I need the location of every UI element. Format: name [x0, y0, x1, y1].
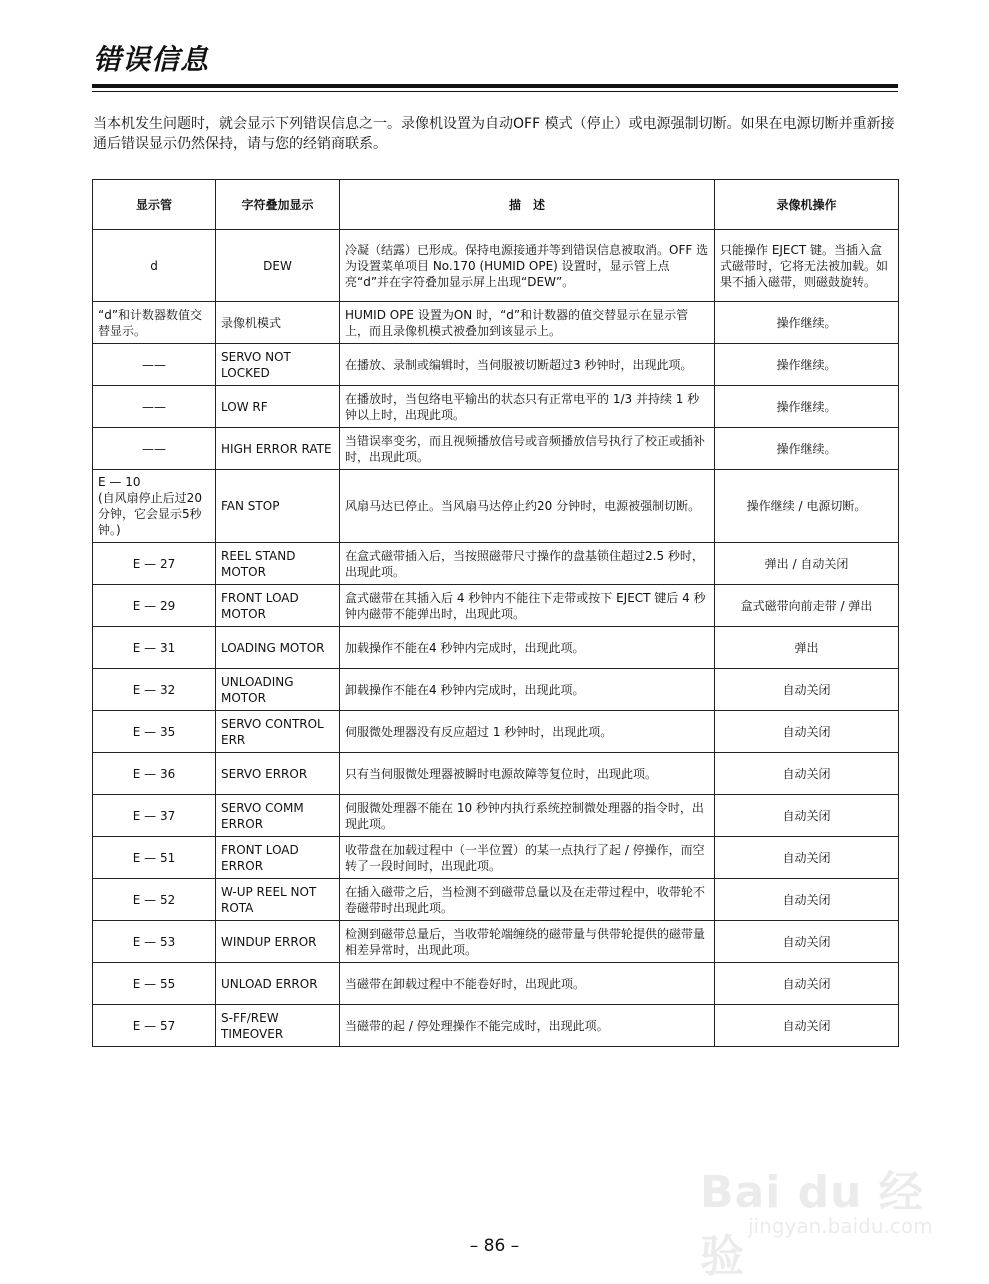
cell-description: 盒式磁带在其插入后 4 秒钟内不能往下走带或按下 EJECT 键后 4 秒钟内磁带不能弹出时，出现此项。 — [340, 585, 715, 627]
cell-operation: 自动关闭 — [715, 837, 899, 879]
cell-description: 伺服微处理器不能在 10 秒钟内执行系统控制微处理器的指令时，出现此项。 — [340, 795, 715, 837]
cell-operation: 盒式磁带向前走带 / 弹出 — [715, 585, 899, 627]
cell-osd: FRONT LOAD MOTOR — [216, 585, 340, 627]
cell-osd: FAN STOP — [216, 470, 340, 543]
cell-operation: 弹出 / 自动关闭 — [715, 543, 899, 585]
cell-display: —— — [93, 428, 216, 470]
table-row — [93, 627, 899, 669]
table-row — [93, 230, 899, 302]
cell-operation: 自动关闭 — [715, 669, 899, 711]
cell-display: “d”和计数器数值交替显示。 — [93, 302, 216, 344]
cell-description: 收带盘在加载过程中（一半位置）的某一点执行了起 / 停操作，而空转了一段时间时，出现此项。 — [340, 837, 715, 879]
cell-osd: UNLOAD ERROR — [216, 963, 340, 1005]
cell-operation: 操作继续 / 电源切断。 — [715, 470, 899, 543]
cell-operation: 操作继续。 — [715, 302, 899, 344]
cell-osd: SERVO COMM ERROR — [216, 795, 340, 837]
cell-display: E — 37 — [93, 795, 216, 837]
table-row — [93, 470, 899, 543]
cell-display: E — 36 — [93, 753, 216, 795]
cell-display: E — 31 — [93, 627, 216, 669]
table-row — [93, 879, 899, 921]
cell-osd: S-FF/REW TIMEOVER — [216, 1005, 340, 1047]
cell-operation: 自动关闭 — [715, 795, 899, 837]
cell-operation: 操作继续。 — [715, 344, 899, 386]
header-vcr-operation: 录像机操作 — [715, 180, 899, 230]
cell-osd: LOADING MOTOR — [216, 627, 340, 669]
cell-operation: 自动关闭 — [715, 1005, 899, 1047]
cell-operation: 自动关闭 — [715, 879, 899, 921]
table-row — [93, 963, 899, 1005]
cell-description: HUMID OPE 设置为ON 时，“d”和计数器的值交替显示在显示管上，而且录像机模式被叠加到该显示上。 — [340, 302, 715, 344]
intro-paragraph: 当本机发生问题时，就会显示下列错误信息之一。录像机设置为自动OFF 模式（停止）或电源强制切断。如果在电源切断并重新接通后错误显示仍然保持，请与您的经销商联系。 — [93, 116, 895, 152]
cell-display: E — 27 — [93, 543, 216, 585]
table-row — [93, 837, 899, 879]
cell-display: E — 57 — [93, 1005, 216, 1047]
cell-display: E — 35 — [93, 711, 216, 753]
table-row — [93, 669, 899, 711]
cell-display: —— — [93, 344, 216, 386]
table-row — [93, 1005, 899, 1047]
cell-description: 当磁带在卸载过程中不能卷好时，出现此项。 — [340, 963, 715, 1005]
cell-description: 卸载操作不能在4 秒钟内完成时，出现此项。 — [340, 669, 715, 711]
watermark-brand: Bai du 经验 — [700, 1167, 924, 1282]
cell-description: 加载操作不能在4 秒钟内完成时，出现此项。 — [340, 627, 715, 669]
page-number: – 86 – — [469, 1236, 520, 1256]
table-row — [93, 795, 899, 837]
table-row — [93, 302, 899, 344]
cell-description: 冷凝（结露）已形成。保持电源接通并等到错误信息被取消。OFF 选为设置菜单项目 No.170 (HUMID OPE) 设置时，显示管上点亮“d”并在字符叠加显示屏上出现“DEW”。 — [340, 230, 715, 302]
cell-osd: FRONT LOAD ERROR — [216, 837, 340, 879]
cell-description: 只有当伺服微处理器被瞬时电源故障等复位时，出现此项。 — [340, 753, 715, 795]
cell-description: 伺服微处理器没有反应超过 1 秒钟时，出现此项。 — [340, 711, 715, 753]
cell-description: 在播放时，当包络电平输出的状态只有正常电平的 1/3 并持续 1 秒钟以上时，出现此项。 — [340, 386, 715, 428]
header-osd-display: 字符叠加显示 — [216, 180, 340, 230]
cell-osd: WINDUP ERROR — [216, 921, 340, 963]
cell-osd: W-UP REEL NOT ROTA — [216, 879, 340, 921]
header-description: 描 述 — [340, 180, 715, 230]
cell-osd: DEW — [216, 230, 340, 302]
error-message-table — [92, 179, 899, 1047]
cell-operation: 自动关闭 — [715, 963, 899, 1005]
cell-description: 当错误率变劣，而且视频播放信号或音频播放信号执行了校正或插补时，出现此项。 — [340, 428, 715, 470]
cell-osd: REEL STAND MOTOR — [216, 543, 340, 585]
header-display-tube: 显示管 — [93, 180, 216, 230]
cell-osd: SERVO ERROR — [216, 753, 340, 795]
title-rule-thin — [92, 91, 898, 92]
cell-description: 在播放、录制或编辑时，当伺服被切断超过3 秒钟时，出现此项。 — [340, 344, 715, 386]
cell-operation: 只能操作 EJECT 键。当插入盒式磁带时，它将无法被加载。如果不插入磁带，则磁鼓旋转。 — [715, 230, 899, 302]
cell-description: 当磁带的起 / 停处理操作不能完成时，出现此项。 — [340, 1005, 715, 1047]
cell-operation: 自动关闭 — [715, 711, 899, 753]
table-row — [93, 711, 899, 753]
cell-description: 在插入磁带之后，当检测不到磁带总量以及在走带过程中，收带轮不卷磁带时出现此项。 — [340, 879, 715, 921]
cell-operation: 操作继续。 — [715, 386, 899, 428]
cell-description: 风扇马达已停止。当风扇马达停止约20 分钟时，电源被强制切断。 — [340, 470, 715, 543]
cell-display: E — 53 — [93, 921, 216, 963]
cell-display: E — 51 — [93, 837, 216, 879]
cell-display: d — [93, 230, 216, 302]
cell-operation: 操作继续。 — [715, 428, 899, 470]
cell-display: E — 52 — [93, 879, 216, 921]
cell-osd: HIGH ERROR RATE — [216, 428, 340, 470]
table-row — [93, 921, 899, 963]
cell-osd: UNLOADING MOTOR — [216, 669, 340, 711]
cell-osd: SERVO CONTROL ERR — [216, 711, 340, 753]
table-row — [93, 428, 899, 470]
table-row — [93, 753, 899, 795]
cell-operation: 自动关闭 — [715, 921, 899, 963]
table-row — [93, 344, 899, 386]
cell-osd: LOW RF — [216, 386, 340, 428]
cell-display: E — 29 — [93, 585, 216, 627]
cell-osd: SERVO NOT LOCKED — [216, 344, 340, 386]
table-header-row — [93, 180, 899, 230]
cell-display: E — 10 (自风扇停止后过20分钟，它会显示5秒钟。) — [93, 470, 216, 543]
cell-operation: 弹出 — [715, 627, 899, 669]
title-rule-thick — [92, 84, 898, 88]
cell-display: E — 55 — [93, 963, 216, 1005]
table-row — [93, 543, 899, 585]
cell-description: 在盒式磁带插入后，当按照磁带尺寸操作的盘基锁住超过2.5 秒时，出现此项。 — [340, 543, 715, 585]
cell-display: —— — [93, 386, 216, 428]
cell-description: 检测到磁带总量后，当收带轮端缠绕的磁带量与供带轮提供的磁带量相差异常时，出现此项。 — [340, 921, 715, 963]
table-row — [93, 585, 899, 627]
cell-operation: 自动关闭 — [715, 753, 899, 795]
table-row — [93, 386, 899, 428]
cell-osd: 录像机模式 — [216, 302, 340, 344]
page-title: 错误信息 — [93, 43, 210, 76]
cell-display: E — 32 — [93, 669, 216, 711]
watermark-url: jingyan.baidu.com — [748, 1214, 933, 1238]
